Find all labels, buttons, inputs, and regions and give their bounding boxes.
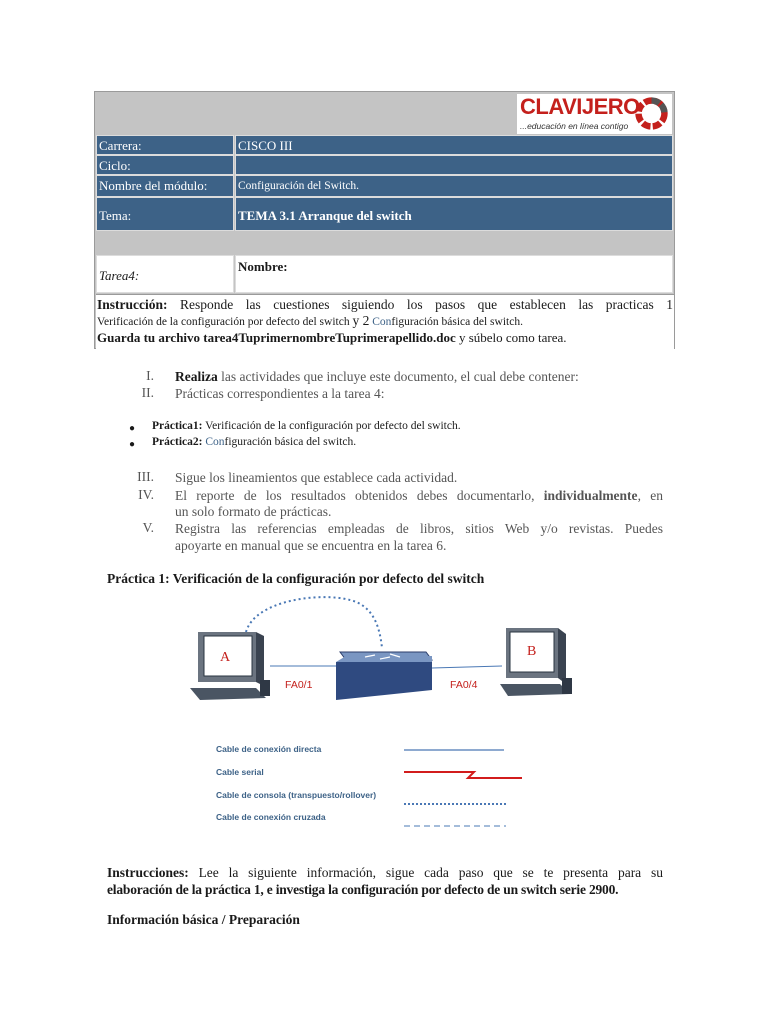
carrera-label: Carrera: (96, 135, 234, 155)
instruction-upload: y súbelo como tarea. (458, 330, 567, 345)
instruction-practice2: figuración básica del switch. (391, 316, 523, 328)
logo-tagline: ...educación en línea contigo (520, 121, 629, 131)
tema-label: Tema: (96, 197, 234, 231)
logo-ring-icon (633, 95, 670, 132)
list-item-4-line-1 (175, 487, 663, 504)
pc-a-icon (190, 632, 270, 700)
swatch-serial (404, 772, 522, 778)
carrera-value: CISCO III (235, 135, 673, 155)
instructions-text-1: Lee la siguiente información, sigue cada paso que se te presenta para su (198, 865, 663, 880)
console-cable (246, 597, 382, 648)
instructions-line-2: elaboración de la práctica 1, e investiga la configuración por defecto de un switch serie 2900. (107, 882, 619, 897)
numeral-3: III. (137, 469, 154, 484)
row-ciclo (95, 155, 674, 175)
network-diagram (180, 590, 590, 715)
instructions-line-1 (107, 864, 663, 881)
bullet-2-con: Con (205, 436, 225, 448)
legend-swatches (398, 740, 528, 835)
list-item-5-line-2: apoyarte en manual que se encuentra en la tarea 6. (175, 538, 447, 553)
ciclo-label: Ciclo: (96, 155, 234, 175)
bullet-practica-2 (152, 436, 356, 448)
instruction-filename: Guarda tu archivo tarea4TuprimernombreTuprimerapellido.doc (97, 330, 456, 345)
port-left-label: FA0/1 (285, 679, 313, 691)
logo-name: CLAVIJERO (520, 94, 640, 119)
row-carrera (95, 135, 674, 155)
switch-icon (336, 652, 432, 700)
instruction-label: Instrucción: (97, 297, 168, 312)
legend-label-consola: Cable de consola (transpuesto/rollover) (216, 790, 377, 800)
instruction-line-1 (97, 297, 673, 313)
tarea-label: Tarea4: (96, 255, 234, 293)
instruction-practice1: Verificación de la configuración por defecto del switch (97, 316, 350, 328)
modulo-label: Nombre del módulo: (96, 175, 234, 197)
instruction-block (96, 294, 674, 349)
list-item-3: Sigue los lineamientos que establece cada actividad. (175, 470, 458, 485)
bullet-icon: ● (129, 423, 136, 434)
legend-label-serial: Cable serial (216, 767, 264, 777)
pc-b-label: B (527, 644, 537, 659)
legend-label-cruzada: Cable de conexión cruzada (216, 812, 326, 822)
list-item-1-bold: Realiza (175, 369, 218, 384)
pc-a-label: A (220, 650, 231, 665)
numeral-5: V. (142, 520, 154, 535)
clavijero-logo (517, 94, 672, 134)
bullet-practica-1 (152, 420, 461, 432)
bullet-1-bold: Práctica1: (152, 420, 203, 432)
instruction-line-3 (97, 330, 673, 346)
list-item-5-line-1: Registra las referencias empleadas de libros, sitios Web y/o revistas. Puedes (175, 521, 663, 536)
row-tema (95, 197, 674, 231)
list-item-2: Prácticas correspondientes a la tarea 4: (175, 386, 385, 401)
modulo-value: Configuración del Switch. (235, 175, 673, 197)
list-item-4-line-2: un solo formato de prácticas. (175, 504, 332, 519)
list-item-4-bold: individualmente (543, 488, 638, 503)
bullet-icon: ● (129, 439, 136, 450)
cable-legend (212, 740, 532, 835)
list-item-4-text-a: El reporte de los resultados obtenidos debes documentarlo, (175, 488, 535, 503)
instruction-line-2 (97, 313, 673, 330)
instruction-and: y 2 (352, 313, 370, 328)
cable-switch-b (432, 666, 502, 668)
practice-1-title: Práctica 1: Verificación de la configuración por defecto del switch (107, 571, 485, 586)
list-item-4-text-b: , en (637, 488, 663, 503)
instructions-label: Instrucciones: (107, 865, 189, 880)
numeral-1: I. (146, 368, 154, 383)
tema-value: TEMA 3.1 Arranque del switch (235, 197, 673, 231)
list-item-1-text: las actividades que incluye este documento, el cual debe contener: (221, 369, 579, 384)
instruction-text: Responde las cuestiones siguiendo los pasos que establecen las practicas 1 (180, 297, 674, 312)
bullet-2-bold: Práctica2: (152, 436, 203, 448)
header-banner (95, 92, 674, 135)
pc-b-icon (500, 628, 572, 696)
list-item-1 (175, 368, 579, 385)
header-table (94, 91, 675, 349)
row-modulo (95, 175, 674, 197)
ciclo-value (235, 155, 673, 175)
nombre-field[interactable]: Nombre: (235, 255, 673, 293)
numeral-2: II. (141, 385, 154, 400)
row-tarea (95, 255, 674, 293)
instruction-con: Con (372, 316, 392, 328)
bullet-2-text: figuración básica del switch. (224, 436, 357, 448)
legend-label-directa: Cable de conexión directa (216, 744, 322, 754)
port-right-label: FA0/4 (450, 679, 478, 691)
header-gap (95, 231, 674, 255)
section-title: Información básica / Preparación (107, 912, 300, 927)
numeral-4: IV. (138, 487, 154, 502)
bullet-1-text: Verificación de la configuración por defecto del switch. (205, 420, 461, 432)
